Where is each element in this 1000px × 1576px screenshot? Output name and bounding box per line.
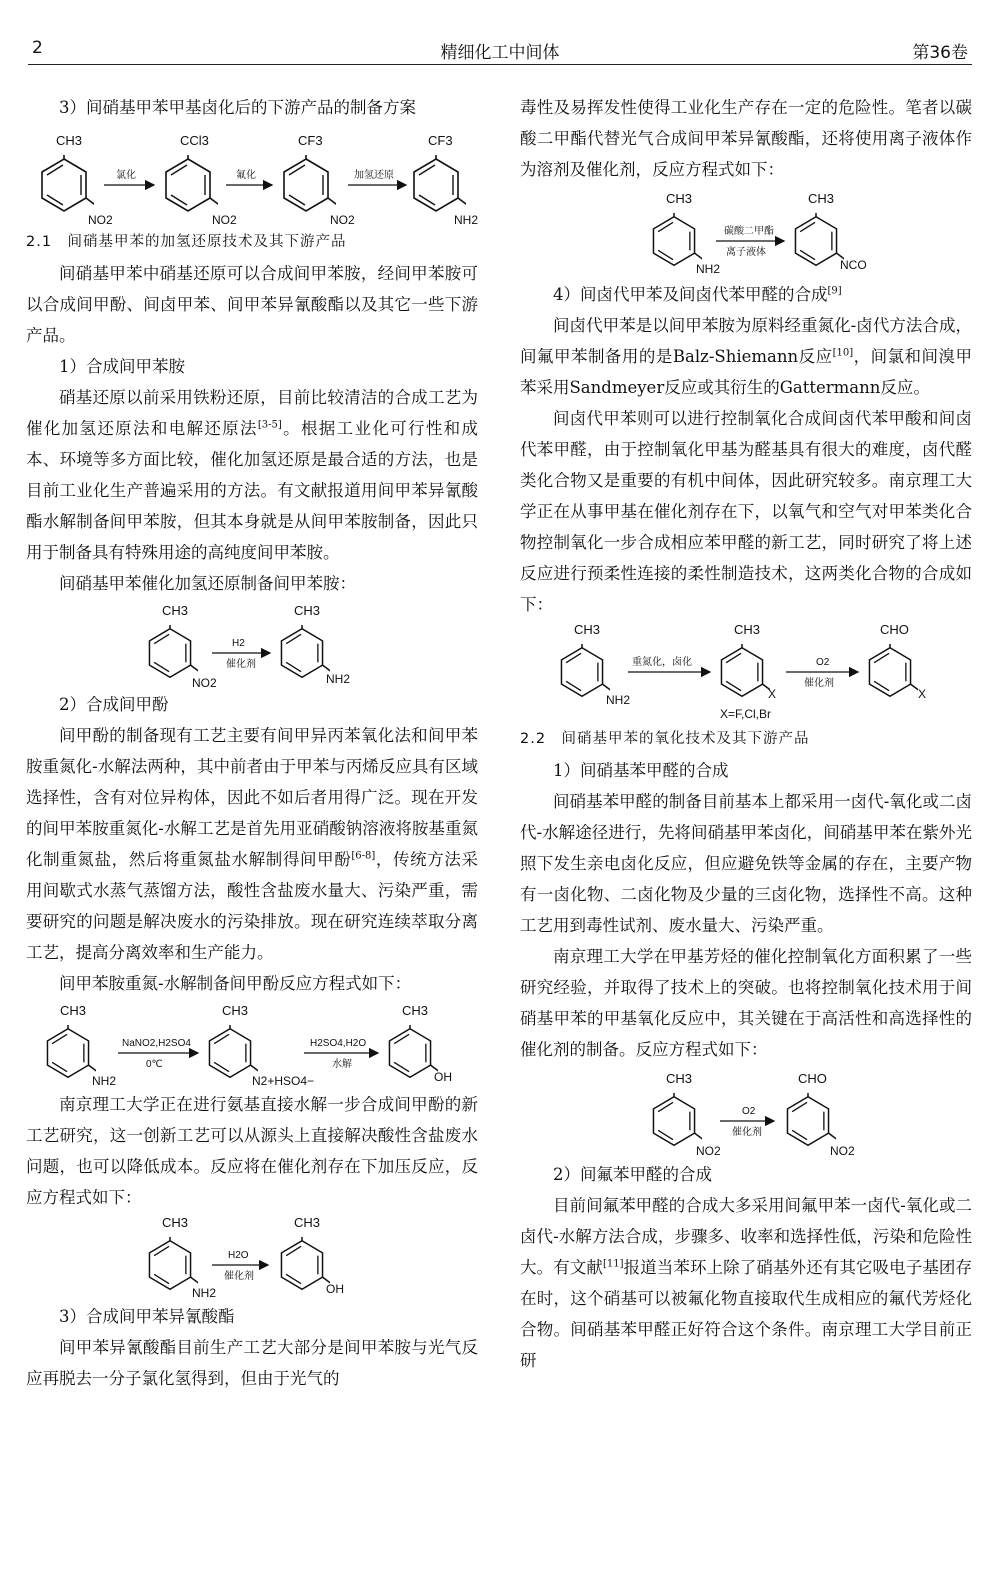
svg-text:N2+HSO4−: N2+HSO4− <box>252 1074 315 1087</box>
subheading: 2）间氟苯甲醛的合成 <box>553 1165 712 1184</box>
svg-text:X: X <box>768 687 777 701</box>
svg-text:CH3: CH3 <box>402 1003 429 1018</box>
svg-text:催化剂: 催化剂 <box>224 1271 254 1282</box>
svg-text:氯化: 氯化 <box>116 170 136 181</box>
svg-text:CF3: CF3 <box>298 133 323 148</box>
subheading: 1）合成间甲苯胺 <box>59 357 185 376</box>
svg-text:CF3: CF3 <box>428 133 453 148</box>
svg-text:NO2: NO2 <box>830 1144 855 1157</box>
reaction-scheme-hydrolysis <box>102 1215 402 1299</box>
svg-text:NH2: NH2 <box>696 262 721 276</box>
svg-text:CH3: CH3 <box>808 191 835 206</box>
svg-text:NO2: NO2 <box>88 213 113 225</box>
reaction-scheme-diazotization <box>26 1001 478 1087</box>
paragraph: 间甲苯异氰酸酯目前生产工艺大部分是间甲苯胺与光气反应再脱去一分子氯化氢得到，但由于光气的 <box>26 1338 478 1388</box>
paragraph: 间硝基甲苯催化加氢还原制备间甲苯胺： <box>59 574 356 593</box>
paragraph: 间卤代甲苯则可以进行控制氧化合成间卤代苯甲酸和间卤代苯甲醛，由于控制氧化甲基为醛基具有很大的难度，卤代醛类化合物又是重要的有机中间体，因此研究较多。南京理工大学正在从事甲基在催化剂存在下，以氧气和空气对甲苯类化合物控制氧化一步合成相应苯甲醛的新工艺，同时研究了将上述反应进行预柔性连接的柔性制造技术，这两类化合物的合成如下： <box>520 409 972 614</box>
svg-text:NO2: NO2 <box>696 1144 721 1157</box>
page-number: 2 <box>32 38 43 58</box>
section-2-2-heading: 2.2 间硝基甲苯的氧化技术及其下游产品 <box>520 731 810 747</box>
citation: [11] <box>602 1258 624 1270</box>
svg-text:CH3: CH3 <box>734 622 761 637</box>
svg-text:催化剂: 催化剂 <box>226 659 256 670</box>
svg-text:H2: H2 <box>232 638 245 649</box>
svg-text:CH3: CH3 <box>666 1071 693 1086</box>
svg-text:重氮化，卤化: 重氮化，卤化 <box>632 657 692 668</box>
paragraph: 毒性及易挥发性使得工业化生产存在一定的危险性。笔者以碳酸二甲酯代替光气合成间甲苯异氰酸酯，还将使用离子液体作为溶剂及催化剂，反应方程式如下： <box>520 98 972 179</box>
subheading: 1）间硝基苯甲醛的合成 <box>553 761 729 780</box>
svg-text:NH2: NH2 <box>192 1286 217 1299</box>
paragraph: 间硝基苯甲醛的制备目前基本上都采用一卤代-氧化或二卤代-水解途径进行，先将间硝基甲苯卤化，间硝基甲苯在紫外光照下发生亲电卤化反应，但应避免铁等金属的存在，主要产物有一卤化物、二卤化物及少量的三卤化物，选择性不高。这种工艺用到毒性试剂、废水量大、污染严重。 <box>520 792 972 935</box>
svg-text:O2: O2 <box>816 657 830 668</box>
svg-text:CH3: CH3 <box>294 603 321 618</box>
svg-text:CH3: CH3 <box>294 1215 321 1230</box>
svg-text:水解: 水解 <box>332 1059 352 1070</box>
svg-text:H2O: H2O <box>228 1250 249 1261</box>
citation: [10] <box>832 347 854 359</box>
svg-text:CHO: CHO <box>880 622 909 637</box>
subheading: 2）合成间甲酚 <box>59 695 169 714</box>
section-item-3-title: 3）间硝基甲苯甲基卤化后的下游产品的制备方案 <box>59 98 416 117</box>
paragraph: 间硝基甲苯中硝基还原可以合成间甲苯胺，经间甲苯胺可以合成间甲酚、间卤甲苯、间甲苯异氰酸酯以及其它一些下游产品。 <box>26 264 478 345</box>
paragraph: 南京理工大学在甲基芳烃的催化控制氧化方面积累了一些研究经验，并取得了技术上的突破。也将控制氧化技术用于间硝基甲苯的甲基氧化反应中，其关键在于高活性和高选择性的催化剂的制备。反应方程式如下： <box>520 947 972 1059</box>
right-column <box>520 92 972 1376</box>
svg-text:CH3: CH3 <box>162 603 189 618</box>
svg-text:CHO: CHO <box>798 1071 827 1086</box>
svg-text:CH3: CH3 <box>222 1003 249 1018</box>
svg-text:NH2: NH2 <box>326 672 351 686</box>
svg-text:CH3: CH3 <box>56 133 83 148</box>
paragraph: 间卤代甲苯是以间甲苯胺为原料经重氮化-卤代方法合成，间氟甲苯制备用的是Balz-Shiemann反应[10]，间氯和间溴甲苯采用Sandmeyer反应或其衍生的Gattermann反应。 <box>520 316 973 397</box>
reaction-scheme-halobenzaldehyde <box>520 622 972 722</box>
svg-text:NaNO2,H2SO4: NaNO2,H2SO4 <box>122 1038 191 1049</box>
svg-text:CCl3: CCl3 <box>180 133 209 148</box>
page-header <box>28 34 972 65</box>
reaction-scheme-isocyanate <box>596 187 896 277</box>
citation: [3-5] <box>257 419 282 431</box>
journal-title: 精细化工中间体 <box>440 43 560 63</box>
paragraph: 硝基还原以前采用铁粉还原，目前比较清洁的合成工艺为催化加氢还原法和电解还原法[3-5]。根据工业化可行性和成本、环境等多方面比较，催化加氢还原是最合适的方法，也是目前工业化生产普遍采用的方法。有文献报道用间甲苯异氰酸酯水解制备间甲苯胺，但其本身就是从间甲苯胺制备，因此只用于制备具有特殊用途的高纯度间甲苯胺。 <box>26 388 479 562</box>
svg-text:NH2: NH2 <box>92 1074 117 1087</box>
svg-text:催化剂: 催化剂 <box>732 1127 762 1138</box>
svg-text:0℃: 0℃ <box>146 1059 163 1070</box>
reaction-scheme-halogenation <box>26 125 478 225</box>
svg-text:CH3: CH3 <box>666 191 693 206</box>
reaction-scheme-oxidation <box>596 1067 896 1157</box>
svg-text:OH: OH <box>434 1070 452 1084</box>
svg-text:加氢还原: 加氢还原 <box>354 170 394 181</box>
citation: [6-8] <box>351 850 376 862</box>
paragraph: 间甲酚的制备现有工艺主要有间甲异丙苯氧化法和间甲苯胺重氮化-水解法两种，其中前者由于甲苯与丙烯反应具有区域选择性，含有对位异构体，因此不如后者用得广泛。现在开发的间甲苯胺重氮化-水解工艺是首先用亚硝酸钠溶液将胺基重氮化制重氮盐，然后将重氮盐水解制得间甲酚[6-8]，传统方法采用间歇式水蒸气蒸馏方法，酸性含盐废水量大、污染严重，需要研究的问题是解决废水的污染排放。现在研究连续萃取分离工艺，提高分离效率和生产能力。 <box>26 726 479 962</box>
svg-text:O2: O2 <box>742 1106 756 1117</box>
svg-text:NH2: NH2 <box>454 213 478 225</box>
svg-text:NH2: NH2 <box>606 693 631 707</box>
svg-text:CH3: CH3 <box>574 622 601 637</box>
subheading: 4）间卤代甲苯及间卤代苯甲醛的合成[9] <box>553 285 842 304</box>
svg-text:离子液体: 离子液体 <box>726 247 766 258</box>
volume-label: 第36卷 <box>912 43 968 63</box>
svg-text:NCO: NCO <box>840 258 867 272</box>
reaction-scheme-hydrogenation <box>102 601 402 687</box>
svg-text:NO2: NO2 <box>330 213 355 225</box>
paragraph: 目前间氟苯甲醛的合成大多采用间氟甲苯一卤代-氧化或二卤代-水解方法合成，步骤多、收率和选择性低，污染和危险性大。有文献[11]报道当苯环上除了硝基外还有其它吸电子基团存在时，这个硝基可以被氟化物直接取代生成相应的氟代芳烃化合物。间硝基苯甲醛正好符合这个条件。南京理工大学目前正研 <box>520 1196 973 1370</box>
svg-text:CH3: CH3 <box>162 1215 189 1230</box>
svg-text:H2SO4,H2O: H2SO4,H2O <box>310 1038 367 1049</box>
svg-text:NO2: NO2 <box>212 213 237 225</box>
svg-text:CH3: CH3 <box>60 1003 87 1018</box>
svg-text:X: X <box>918 687 927 701</box>
paragraph: 间甲苯胺重氮-水解制备间甲酚反应方程式如下： <box>59 974 412 993</box>
citation: [9] <box>827 285 842 297</box>
paragraph: 南京理工大学正在进行氨基直接水解一步合成间甲酚的新工艺研究，这一创新工艺可以从源头上直接解决酸性含盐废水问题，也可以降低成本。反应将在催化剂存在下加压反应，反应方程式如下： <box>26 1095 478 1207</box>
svg-text:碳酸二甲酯: 碳酸二甲酯 <box>724 226 774 237</box>
svg-text:氟化: 氟化 <box>236 170 256 181</box>
svg-text:OH: OH <box>326 1282 344 1296</box>
left-column <box>26 92 478 1394</box>
svg-text:X=F,Cl,Br: X=F,Cl,Br <box>720 707 772 721</box>
section-2-1-heading: 2.1 间硝基甲苯的加氢还原技术及其下游产品 <box>26 234 347 250</box>
subheading: 3）合成间甲苯异氰酸酯 <box>59 1307 235 1326</box>
svg-text:NO2: NO2 <box>192 676 217 687</box>
svg-text:催化剂: 催化剂 <box>804 678 834 689</box>
